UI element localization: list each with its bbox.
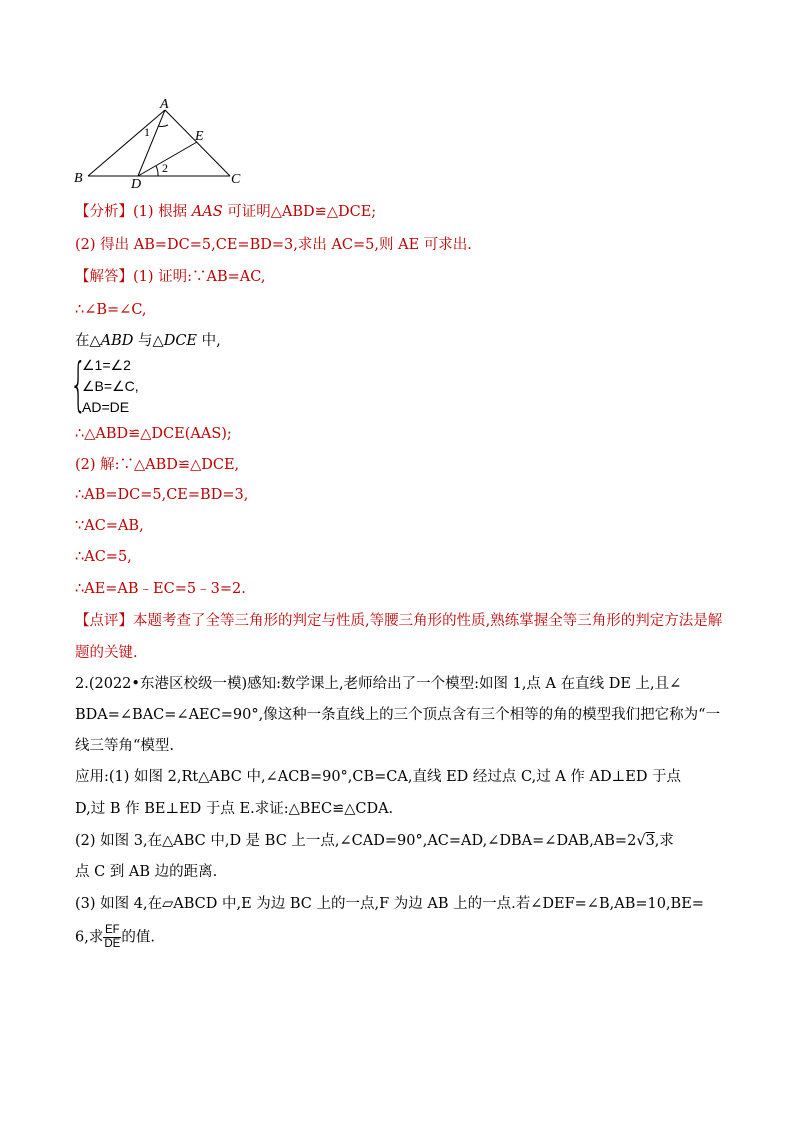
analysis-line-2: (2) 得出 AB=DC=5,CE=BD=3,求出 AC=5,则 AE 可求出. — [75, 237, 472, 253]
problem2-line-8: (3) 如图 4,在▱ABCD 中,E 为边 BC 上的一点,F 为边 AB 上的一点.若∠DEF=∠B,AB=10,BE= — [75, 896, 704, 912]
system-eq-3: AD=DE — [82, 399, 130, 415]
problem2-line-9: 6,求 $\frac{EF}{DE}$ 的值. — [75, 924, 155, 950]
solution-line-4: ∴△ABD≌△DCE(AAS); — [75, 426, 232, 442]
comment-line-1: 【点评】本题考查了全等三角形的判定与性质,等腰三角形的性质,熟练掌握全等三角形的判定方法是解 — [75, 613, 723, 629]
solution-line-1: 【解答】(1) 证明:∵AB=AC, — [75, 269, 266, 285]
problem2-line-6: (2) 如图 3,在△ABC 中,D 是 BC 上一点,∠CAD=90°,AC=AD,∠DBA=∠DAB,AB=2√3,求 — [75, 833, 674, 849]
label-D: D — [131, 177, 142, 192]
solution-line-2: ∴∠B=∠C, — [75, 302, 147, 318]
label-C: C — [231, 172, 241, 187]
problem2-line-4: 应用:(1) 如图 2,Rt△ABC 中,∠ACB=90°,CB=CA,直线 ED 经过点 C,过 A 作 AD⊥ED 于点 — [75, 769, 682, 785]
segment-AB — [88, 110, 165, 176]
triangle-figure — [70, 96, 260, 196]
solution-line-7: ∵AC=AB, — [75, 518, 144, 534]
system-eq-1: ∠1=∠2 — [82, 357, 131, 373]
analysis-line-1: 【分析】(1) 根据 AAS 可证明△ABD≌△DCE; — [75, 204, 377, 220]
label-A: A — [160, 97, 169, 112]
solution-line-8: ∴AC=5, — [75, 549, 132, 565]
angle-1-arc — [158, 125, 168, 126]
angle-2-arc — [156, 166, 158, 176]
label-B: B — [74, 171, 83, 186]
label-E: E — [195, 129, 204, 144]
solution-line-6: ∴AB=DC=5,CE=BD=3, — [75, 487, 249, 503]
problem2-line-5: D,过 B 作 BE⊥ED 于点 E.求证:△BEC≌△CDA. — [75, 801, 394, 817]
problem2-line-3: 线三等角“模型. — [75, 738, 175, 754]
solution-tag: 【解答】 — [75, 269, 133, 285]
segment-AD — [138, 110, 165, 176]
problem2-line-1: 2.(2022•东港区校级一模)感知:数学课上,老师给出了一个模型:如图 1,点 A 在直线 DE 上,且∠ — [75, 676, 682, 692]
problem2-line-2: BDA=∠BAC=∠AEC=90°,像这种一条直线上的三个顶点含有三个相等的角的模型我们把它称为“一 — [75, 707, 721, 723]
fraction-ef-de: $\frac{EF}{DE}$ — [104, 924, 121, 950]
equation-system-brace: { — [70, 350, 87, 418]
problem2-line-7: 点 C 到 AB 边的距离. — [75, 864, 218, 880]
sqrt-symbol: √ — [636, 833, 646, 849]
solution-line-3: 在△ABD 与△DCE 中, — [75, 333, 221, 349]
comment-line-2: 题的关键. — [75, 645, 138, 661]
label-angle-2: 2 — [162, 161, 168, 175]
solution-line-9: ∴AE=AB﹣EC=5﹣3=2. — [75, 581, 246, 597]
analysis-tag: 【分析】 — [75, 204, 133, 220]
label-angle-1: 1 — [144, 125, 150, 139]
comment-tag: 【点评】 — [75, 613, 133, 629]
system-eq-2: ∠B=∠C, — [82, 378, 139, 394]
solution-line-5: (2) 解:∵△ABD≌△DCE, — [75, 457, 240, 473]
